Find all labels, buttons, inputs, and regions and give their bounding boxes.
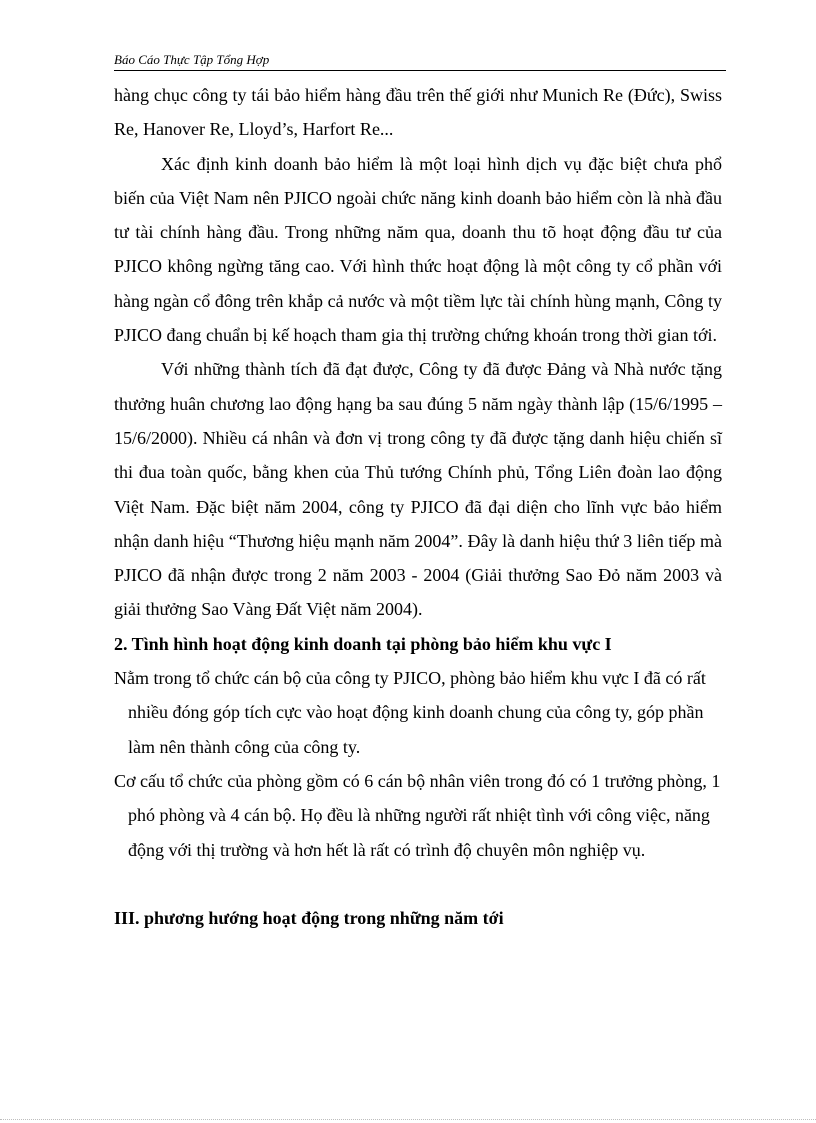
section-2-heading: 2. Tình hình hoạt động kinh doanh tại phòng bảo hiểm khu vực I [114, 633, 612, 654]
document-body [114, 78, 722, 935]
paragraph-investment: Xác định kinh doanh bảo hiểm là một loại hình dịch vụ đặc biệt chưa phổ biến của Việt Nam nên PJICO ngoài chức năng kinh doanh bảo hiểm còn là nhà đầu tư tài chính hàng đầu. Trong những năm qua, doanh thu tõ hoạt động đầu tư của PJICO không ngừng tăng cao. Với hình thức hoạt động là một công ty cổ phần với hàng ngàn cổ đông trên khắp cả nước và một tiềm lực tài chính hùng mạnh, Công ty PJICO đang chuẩn bị kế hoạch tham gia thị trường chứng khoán trong thời gian tới. [114, 153, 722, 346]
section-2-paragraph-contribution: Nằm trong tổ chức cán bộ của công ty PJICO, phòng bảo hiểm khu vực I đã có rất nhiều đóng góp tích cực vào hoạt động kinh doanh chung của công ty, góp phần làm nên thành công của công ty. [114, 668, 706, 757]
section-2-paragraph-structure: Cơ cấu tổ chức của phòng gồm có 6 cán bộ nhân viên trong đó có 1 trưởng phòng, 1 phó phòng và 4 cán bộ. Họ đều là những người rất nhiệt tình với công việc, năng động với thị trường và hơn hết là rất có trình độ chuyên môn nghiệp vụ. [114, 770, 721, 860]
page-bottom-divider [0, 1119, 816, 1120]
spacer [114, 867, 722, 901]
paragraph-achievements: Với những thành tích đã đạt được, Công ty đã được Đảng và Nhà nước tặng thưởng huân chương lao động hạng ba sau đúng 5 năm ngày thành lập (15/6/1995 – 15/6/2000). Nhiều cá nhân và đơn vị trong công ty đã được tặng danh hiệu chiến sĩ thi đua toàn quốc, bằng khen của Thủ tướng Chính phủ, Tổng Liên đoàn lao động Việt Nam. Đặc biệt năm 2004, công ty PJICO đã đại diện cho lĩnh vực bảo hiểm nhận danh hiệu “Thương hiệu mạnh năm 2004”. Đây là danh hiệu thứ 3 liên tiếp mà PJICO đã nhận được trong 2 năm 2003 - 2004 (Giải thưởng Sao Đỏ năm 2003 và giải thưởng Sao Vàng Đất Việt năm 2004). [114, 359, 722, 620]
paragraph-continuation: hàng chục công ty tái bảo hiểm hàng đầu trên thế giới như Munich Re (Đức), Swiss Re, Hanover Re, Lloyd’s, Harfort Re... [114, 85, 722, 140]
section-3-heading: III. phương hướng hoạt động trong những năm tới [114, 907, 504, 928]
page-header: Báo Cáo Thực Tập Tổng Hợp [114, 52, 726, 71]
